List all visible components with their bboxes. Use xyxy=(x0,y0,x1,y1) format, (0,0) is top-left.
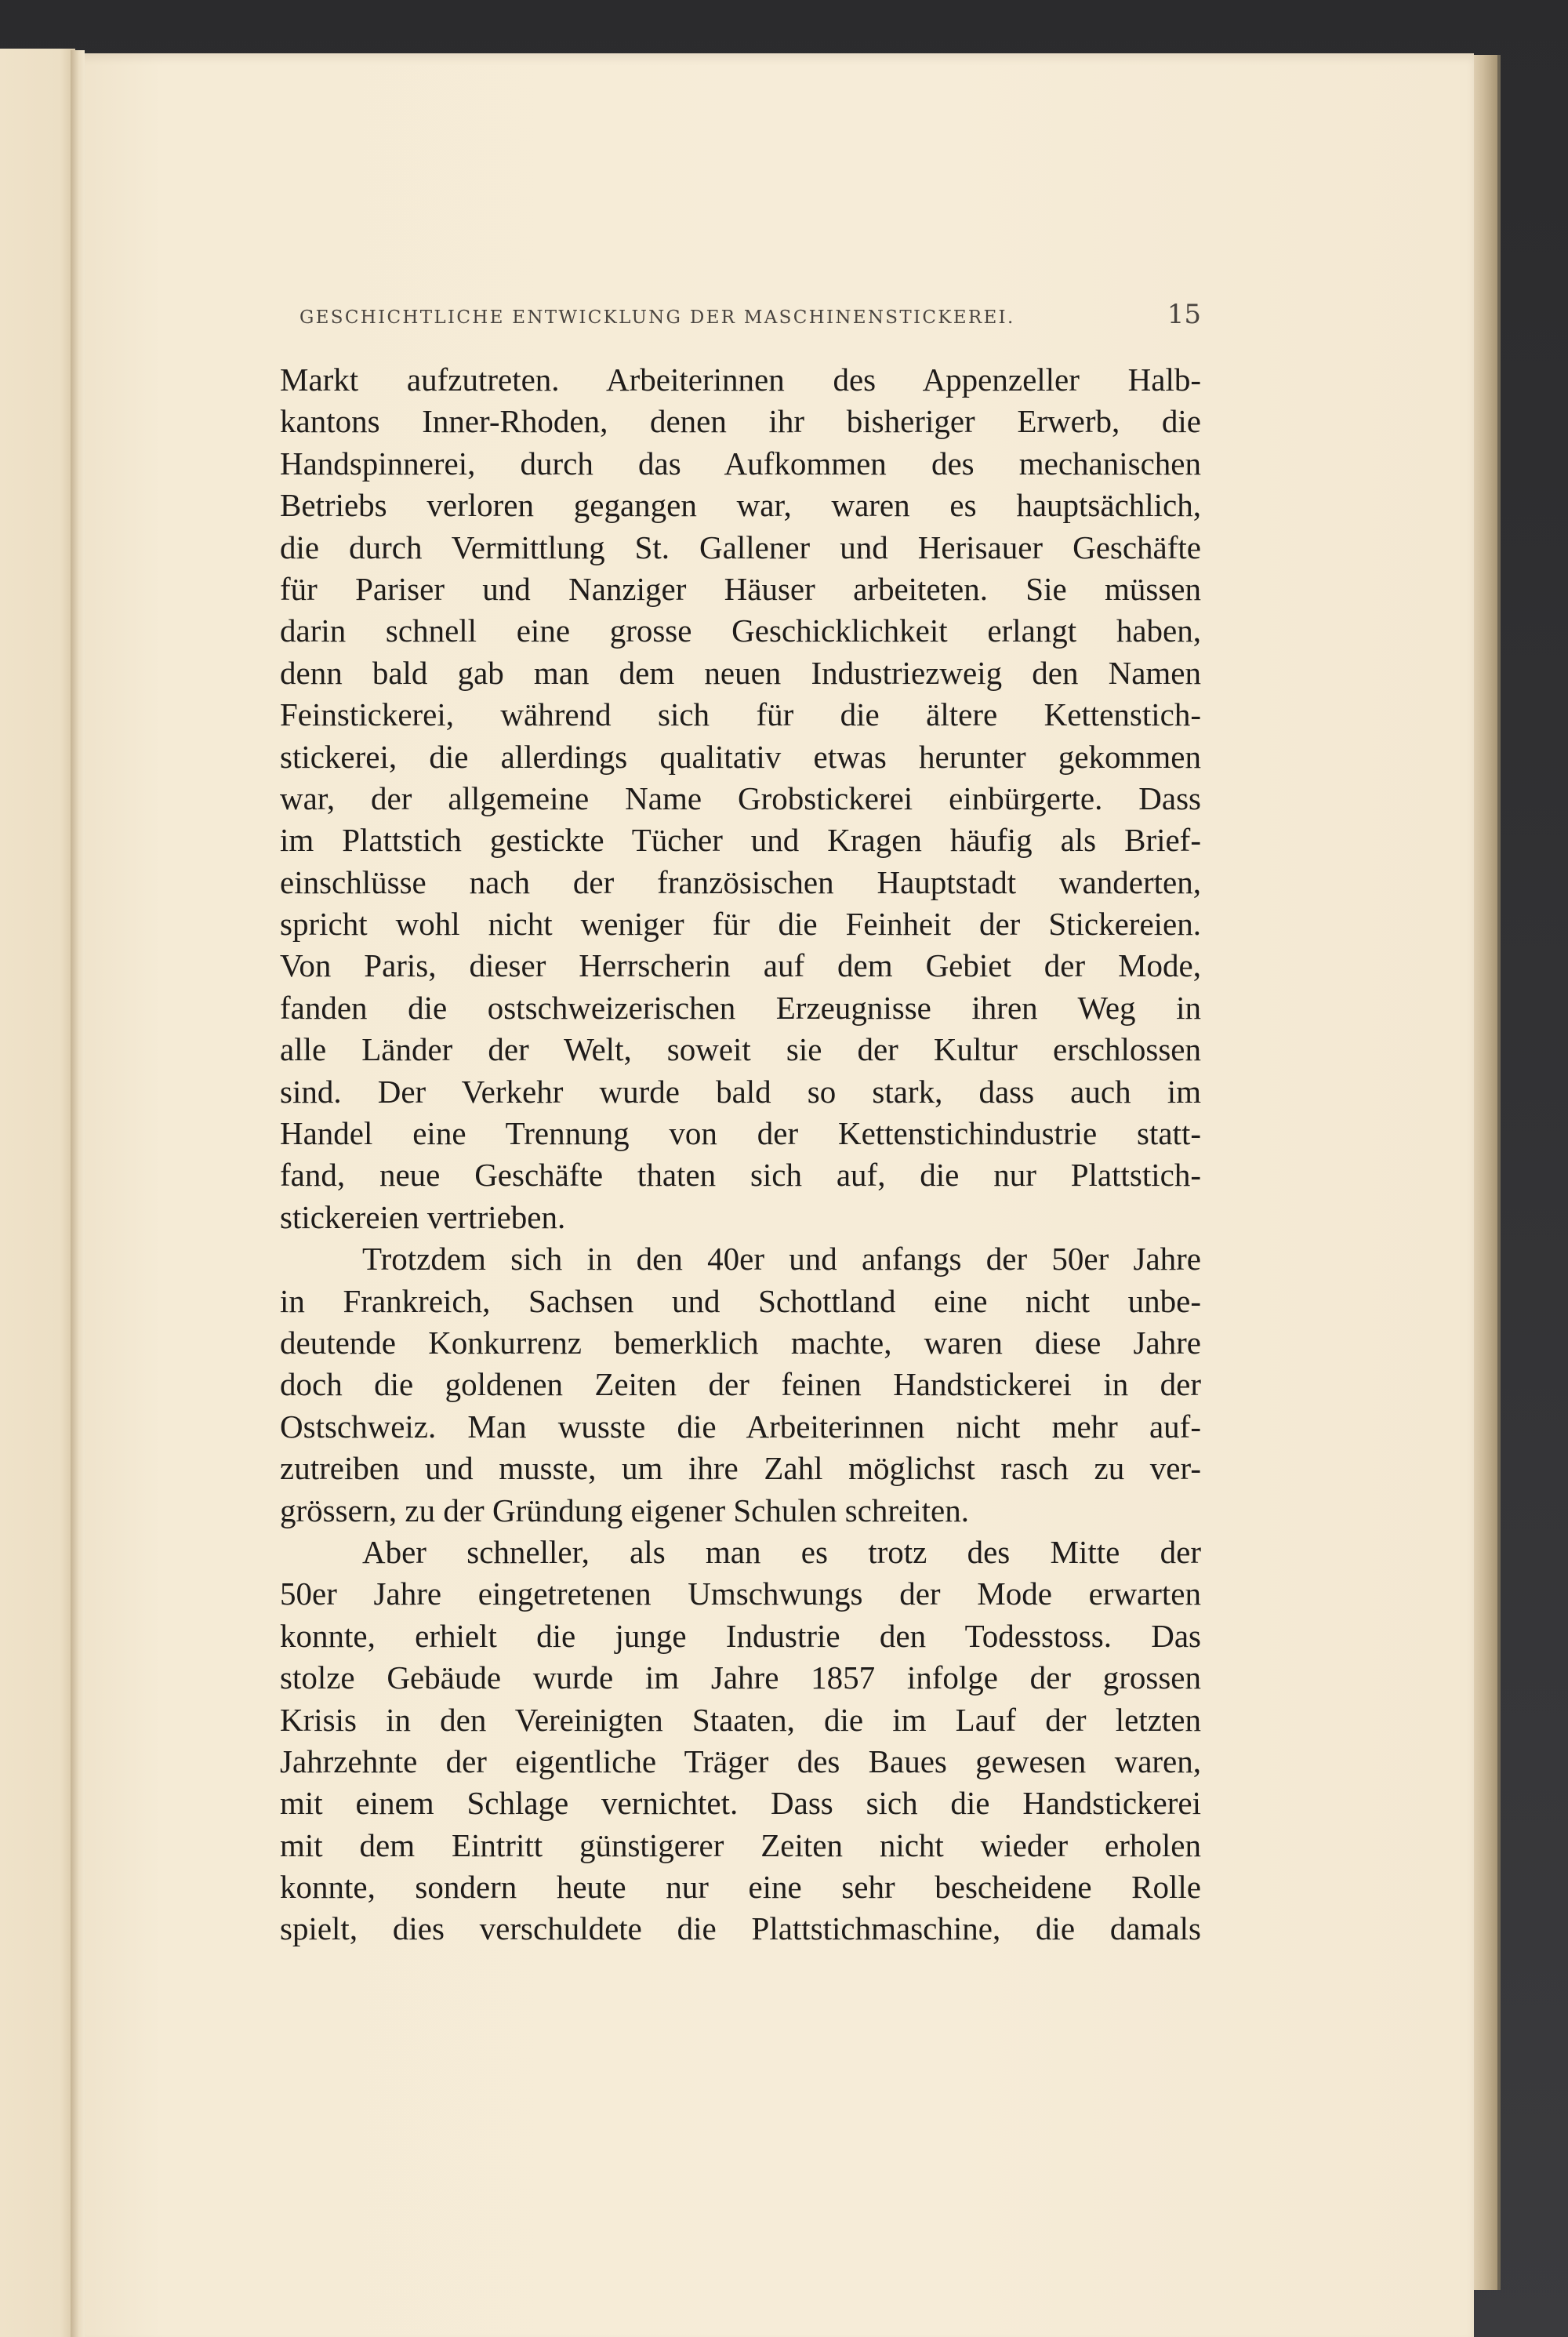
text-line: Markt aufzutreten. Arbeiterinnen des Appenzeller Halb- xyxy=(280,362,1201,398)
text-line: denn bald gab man dem neuen Industriezweig den Namen xyxy=(280,654,1201,691)
text-line: 50er Jahre eingetretenen Umschwungs der Mode erwarten xyxy=(280,1576,1201,1612)
text-line: für Pariser und Nanziger Häuser arbeiteten. Sie müssen xyxy=(280,570,1201,607)
text-line: sind. Der Verkehr wurde bald so stark, dass auch im xyxy=(280,1073,1201,1110)
text-line: mit einem Schlage vernichtet. Dass sich die Handstickerei xyxy=(280,1785,1201,1822)
text-line: deutende Konkurrenz bemerklich machte, waren diese Jahre xyxy=(280,1324,1201,1361)
text-line: alle Länder der Welt, soweit sie der Kultur erschlossen xyxy=(280,1031,1201,1068)
text-line: war, der allgemeine Name Grobstickerei einbürgerte. Dass xyxy=(280,780,1201,816)
text-line: mit dem Eintritt günstigerer Zeiten nicht wieder erholen xyxy=(280,1826,1201,1863)
text-line: stolze Gebäude wurde im Jahre 1857 infolge der grossen xyxy=(280,1659,1201,1696)
text-line: kantons Inner-Rhoden, denen ihr bisheriger Erwerb, die xyxy=(280,403,1201,440)
text-line: Von Paris, dieser Herrscherin auf dem Gebiet der Mode, xyxy=(280,947,1201,984)
text-line: Krisis in den Vereinigten Staaten, die im Lauf der letzten xyxy=(280,1701,1201,1738)
text-line: im Plattstich gestickte Tücher und Kragen häufig als Brief- xyxy=(280,822,1201,859)
running-head: GESCHICHTLICHE ENTWICKLUNG DER MASCHINENSTICKEREI. xyxy=(299,307,1015,328)
text-line: Handel eine Trennung von der Kettenstichindustrie statt- xyxy=(280,1115,1201,1152)
text-line: grössern, zu der Gründung eigener Schulen schreiten. xyxy=(280,1492,969,1528)
text-line: stickereien vertrieben. xyxy=(280,1198,566,1235)
text-line: Ostschweiz. Man wusste die Arbeiterinnen nicht mehr auf- xyxy=(280,1408,1201,1445)
body-text xyxy=(280,359,1201,1950)
page-number: 15 xyxy=(1167,299,1201,330)
text-line: Aber schneller, als man es trotz des Mitte der xyxy=(362,1533,1201,1570)
text-line: fanden die ostschweizerischen Erzeugnisse ihren Weg in xyxy=(280,989,1201,1026)
book-gutter xyxy=(71,50,85,2337)
text-line: darin schnell eine grosse Geschicklichkeit erlangt haben, xyxy=(280,612,1201,649)
text-line: in Frankreich, Sachsen und Schottland eine nicht unbe- xyxy=(280,1282,1201,1319)
text-line: die durch Vermittlung St. Gallener und Herisauer Geschäfte xyxy=(280,529,1201,565)
text-line: Betriebs verloren gegangen war, waren es hauptsächlich, xyxy=(280,487,1201,524)
text-line: konnte, sondern heute nur eine sehr bescheidene Rolle xyxy=(280,1869,1201,1906)
text-line: doch die goldenen Zeiten der feinen Handstickerei in der xyxy=(280,1366,1201,1403)
text-line: konnte, erhielt die junge Industrie den Todesstoss. Das xyxy=(280,1617,1201,1654)
text-line: einschlüsse nach der französischen Hauptstadt wanderten, xyxy=(280,863,1201,900)
facing-page-edge xyxy=(0,49,75,2337)
text-line: stickerei, die allerdings qualitativ etwas herunter gekommen xyxy=(280,738,1201,775)
text-line: fand, neue Geschäfte thaten sich auf, die nur Plattstich- xyxy=(280,1157,1201,1194)
text-line: Handspinnerei, durch das Aufkommen des mechanischen xyxy=(280,445,1201,482)
text-line: spricht wohl nicht weniger für die Feinheit der Stickereien. xyxy=(280,906,1201,943)
page-header xyxy=(299,299,1201,330)
text-line: Feinstickerei, während sich für die ältere Kettenstich- xyxy=(280,696,1201,733)
text-line: zutreiben und musste, um ihre Zahl möglichst rasch zu ver- xyxy=(280,1450,1201,1487)
text-line: Trotzdem sich in den 40er und anfangs der 50er Jahre xyxy=(362,1241,1201,1278)
text-line: spielt, dies verschuldete die Plattstichmaschine, die damals xyxy=(280,1910,1201,1947)
text-line: Jahrzehnte der eigentliche Träger des Baues gewesen waren, xyxy=(280,1743,1201,1779)
